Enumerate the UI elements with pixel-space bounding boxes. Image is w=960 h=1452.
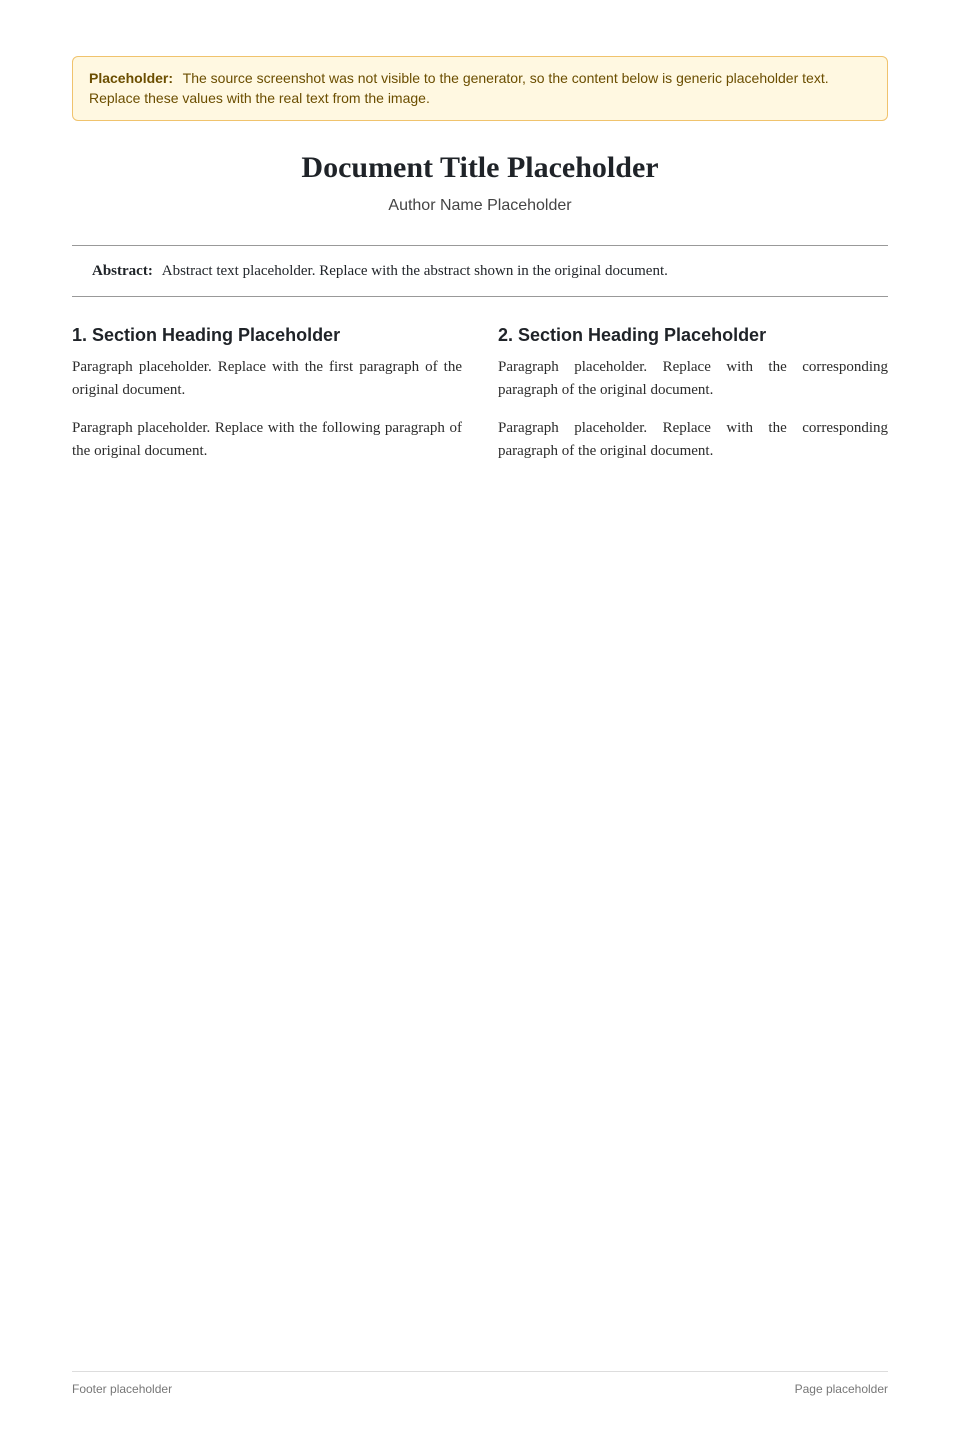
body-columns xyxy=(72,325,888,1355)
section-paragraph: Paragraph placeholder. Replace with the first paragraph of the original document. xyxy=(72,359,462,399)
section-paragraph: Paragraph placeholder. Replace with the corresponding paragraph of the original document. xyxy=(498,419,888,459)
footer-page-number: Page placeholder xyxy=(794,1382,888,1396)
document-title: Document Title Placeholder xyxy=(301,151,659,185)
right-column xyxy=(498,325,888,1355)
footer-left-text: Footer placeholder xyxy=(72,1382,173,1396)
section-heading: 1. Section Heading Placeholder xyxy=(72,325,341,346)
abstract-text: Abstract text placeholder. Replace with the abstract shown in the original document. xyxy=(161,262,668,279)
section-paragraph: Paragraph placeholder. Replace with the following paragraph of the original document. xyxy=(72,419,462,459)
placeholder-notice-text: The source screenshot was not visible to the generator, so the content below is generic placeholder text. Replace these values with the real text from the image. xyxy=(89,70,829,106)
document-byline: Author Name Placeholder xyxy=(388,196,572,214)
left-column xyxy=(72,325,462,1355)
placeholder-notice-tag: Placeholder: xyxy=(89,70,174,86)
abstract-label: Abstract: xyxy=(92,262,153,279)
section-paragraph: Paragraph placeholder. Replace with the corresponding paragraph of the original document. xyxy=(498,359,888,399)
section-heading: 2. Section Heading Placeholder xyxy=(498,325,767,346)
abstract-block xyxy=(72,245,888,298)
page-footer xyxy=(72,1371,888,1396)
placeholder-notice xyxy=(72,56,888,121)
